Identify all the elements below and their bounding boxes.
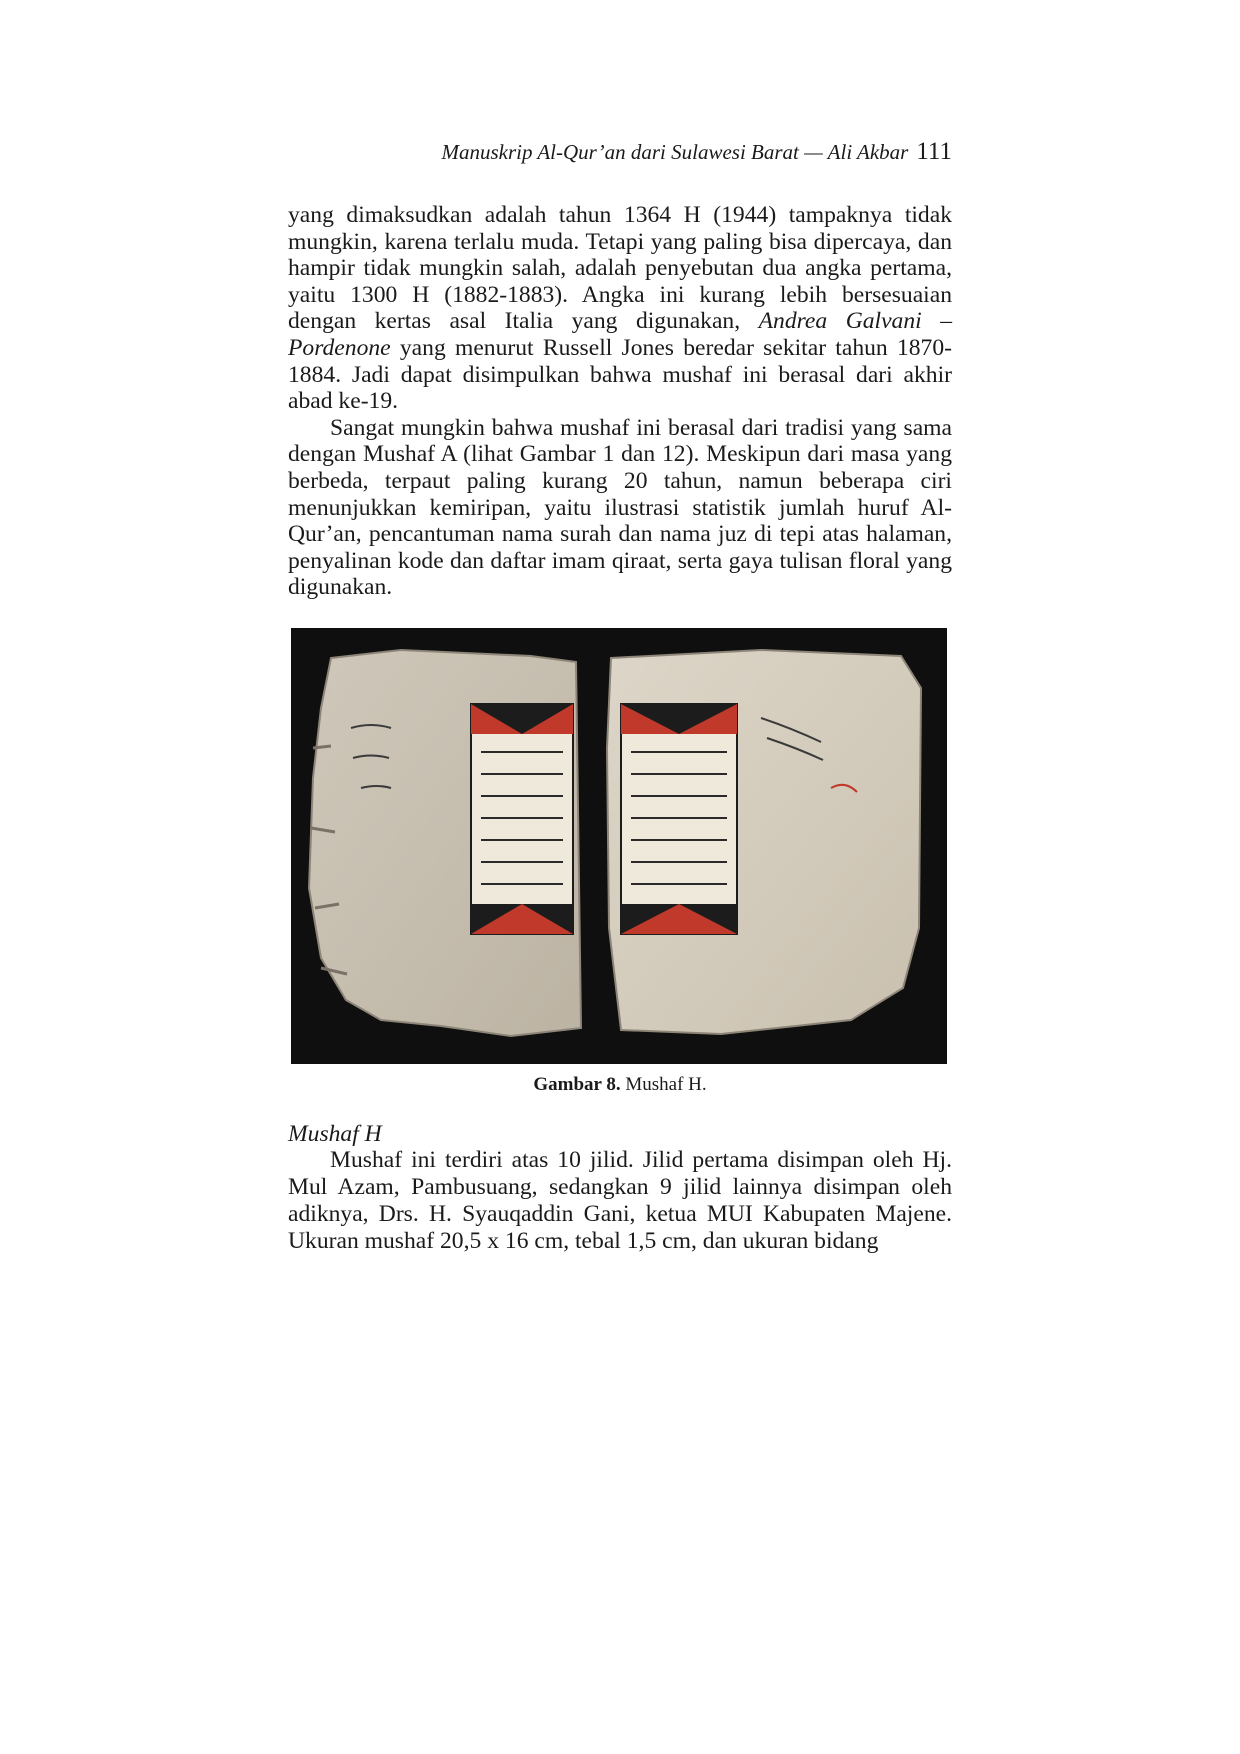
paper-brand: Andrea Galvani – Pordenone [288,308,953,361]
figure-caption-label: Gambar 8. [533,1074,621,1095]
page-number: 111 [916,138,952,165]
paragraph-1-part-2: yang menurut Russell Jones beredar sekitar tahun 1870-1884. Jadi dapat disimpulkan bahwa mushaf ini berasal dari akhir abad ke-19. [288,334,952,415]
running-title: Manuskrip Al-Qur’an dari Sulawesi Barat — Ali Akbar [441,140,909,164]
figure-caption-text: Mushaf H. [620,1074,707,1095]
section-title: Mushaf H [288,1121,382,1147]
right-text-block [621,704,737,934]
manuscript-photo [291,628,947,1064]
figure-caption [288,1072,952,1098]
paragraph-1 [288,202,952,415]
section-body [288,1147,952,1255]
paragraph-1-part-1: yang dimaksudkan adalah tahun 1364 H (1944) tampaknya tidak mungkin, karena terlalu muda. Tetapi yang paling bisa dipercaya, dan hampir tidak mungkin salah, adalah penyebutan dua angka pertama, yaitu 1300 H (1882-1883). Angka ini kurang lebih bersesuaian dengan kertas asal Italia yang digunakan, [288,202,952,335]
running-header [288,138,952,166]
left-text-block [471,704,573,934]
paragraph-2: Sangat mungkin bahwa mushaf ini berasal dari tradisi yang sama dengan Mushaf A (lihat Gambar 1 dan 12). Meskipun dari masa yang berbeda, terpaut paling kurang 20 tahun, namun beberapa ciri menunjukkan kemiripan, yaitu ilustrasi statistik jumlah huruf Al-Qur’an, pencantuman nama surah dan nama juz di tepi atas halaman, penyalinan kode dan daftar imam qiraat, serta gaya tulisan floral yang digunakan. [288,414,952,601]
body-text [288,202,952,601]
manuscript-illustration [291,628,947,1064]
section-paragraph: Mushaf ini terdiri atas 10 jilid. Jilid pertama disimpan oleh Hj. Mul Azam, Pambusuang, sedangkan 9 jilid lainnya disimpan oleh adiknya, Drs. H. Syauqaddin Gani, ketua MUI Kabupaten Majene. Ukuran mushaf 20,5 x 16 cm, tebal 1,5 cm, dan ukuran bidang [288,1147,952,1254]
